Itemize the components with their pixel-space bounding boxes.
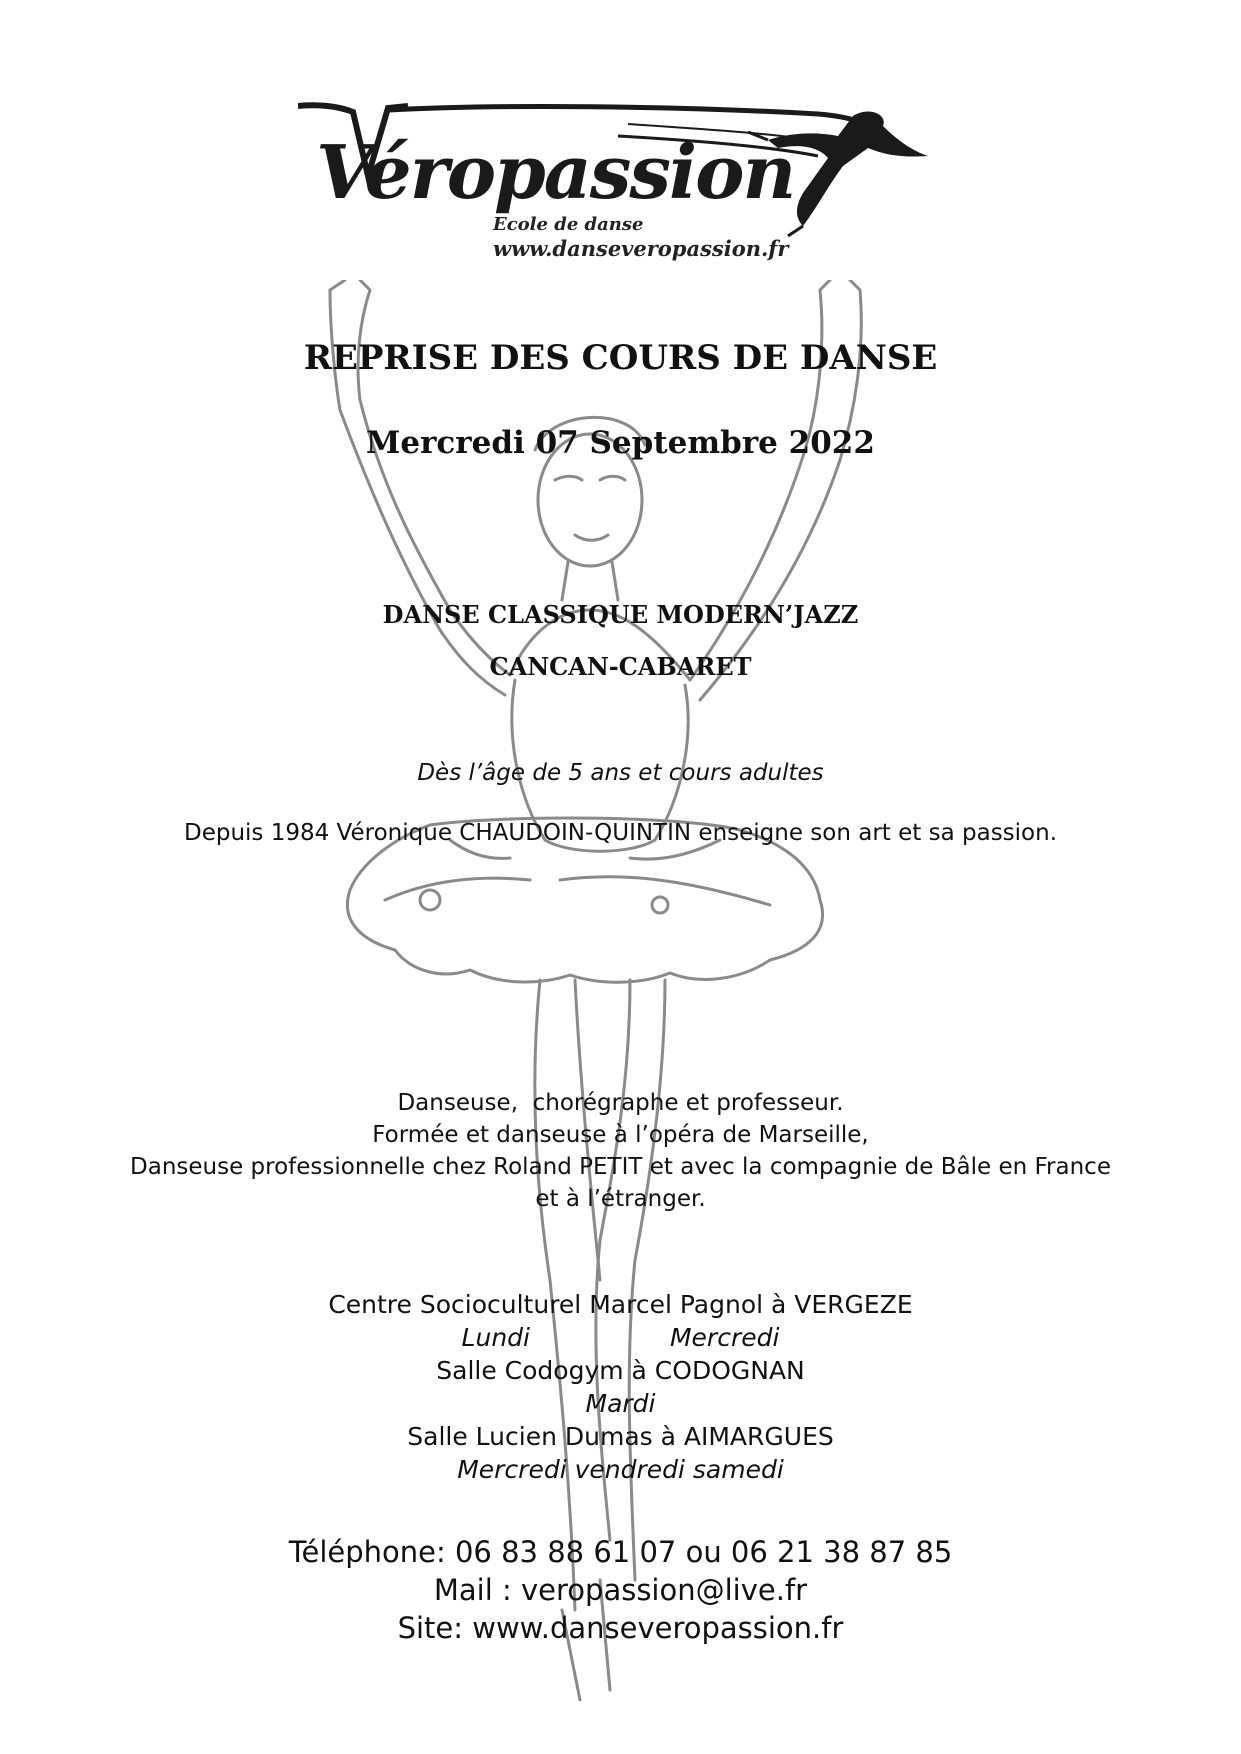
school-logo [298,96,938,271]
contact-phone: Téléphone: 06 83 88 61 07 ou 06 21 38 87 85 [288,1535,953,1569]
bio-line-1: Danseuse, chorégraphe et professeur. [397,1090,844,1116]
logo-website: www.danseveropassion.fr [493,236,789,261]
logo-subtitle: Ecole de danse [493,214,644,235]
ballerina-illustration [300,280,940,1710]
bio-line-4: et à l’étranger. [535,1186,706,1212]
teacher-intro: Depuis 1984 Véronique CHAUDOIN-QUINTIN enseigne son art et sa passion. [183,820,1058,846]
contact-mail: Mail : veropassion@live.fr [433,1573,808,1607]
ages-note: Dès l’âge de 5 ans et cours adultes [417,760,824,786]
day-mercredi: Mercredi [669,1323,780,1352]
bio-line-2: Formée et danseuse à l’opéra de Marseille, [372,1122,869,1148]
location-vergeze-days [0,1323,1241,1352]
disciplines-line-2: CANCAN-CABARET [489,652,752,681]
bio-line-3: Danseuse professionnelle chez Roland PETIT et avec la compagnie de Bâle en France [130,1154,1111,1180]
location-aimargues-days: Mercredi vendredi samedi [457,1455,784,1484]
logo-name: Véropassion [316,130,795,216]
location-codognan: Salle Codogym à CODOGNAN [436,1356,805,1385]
location-vergeze: Centre Socioculturel Marcel Pagnol à VERGEZE [328,1290,913,1319]
disciplines-line-1: DANSE CLASSIQUE MODERN’JAZZ [382,600,859,629]
location-aimargues: Salle Lucien Dumas à AIMARGUES [407,1422,834,1451]
location-codognan-days: Mardi [585,1389,656,1418]
day-lundi: Lundi [461,1323,530,1352]
page-title: REPRISE DES COURS DE DANSE [303,338,938,378]
contact-site: Site: www.danseveropassion.fr [397,1611,844,1645]
resume-date: Mercredi 07 Septembre 2022 [366,425,875,461]
